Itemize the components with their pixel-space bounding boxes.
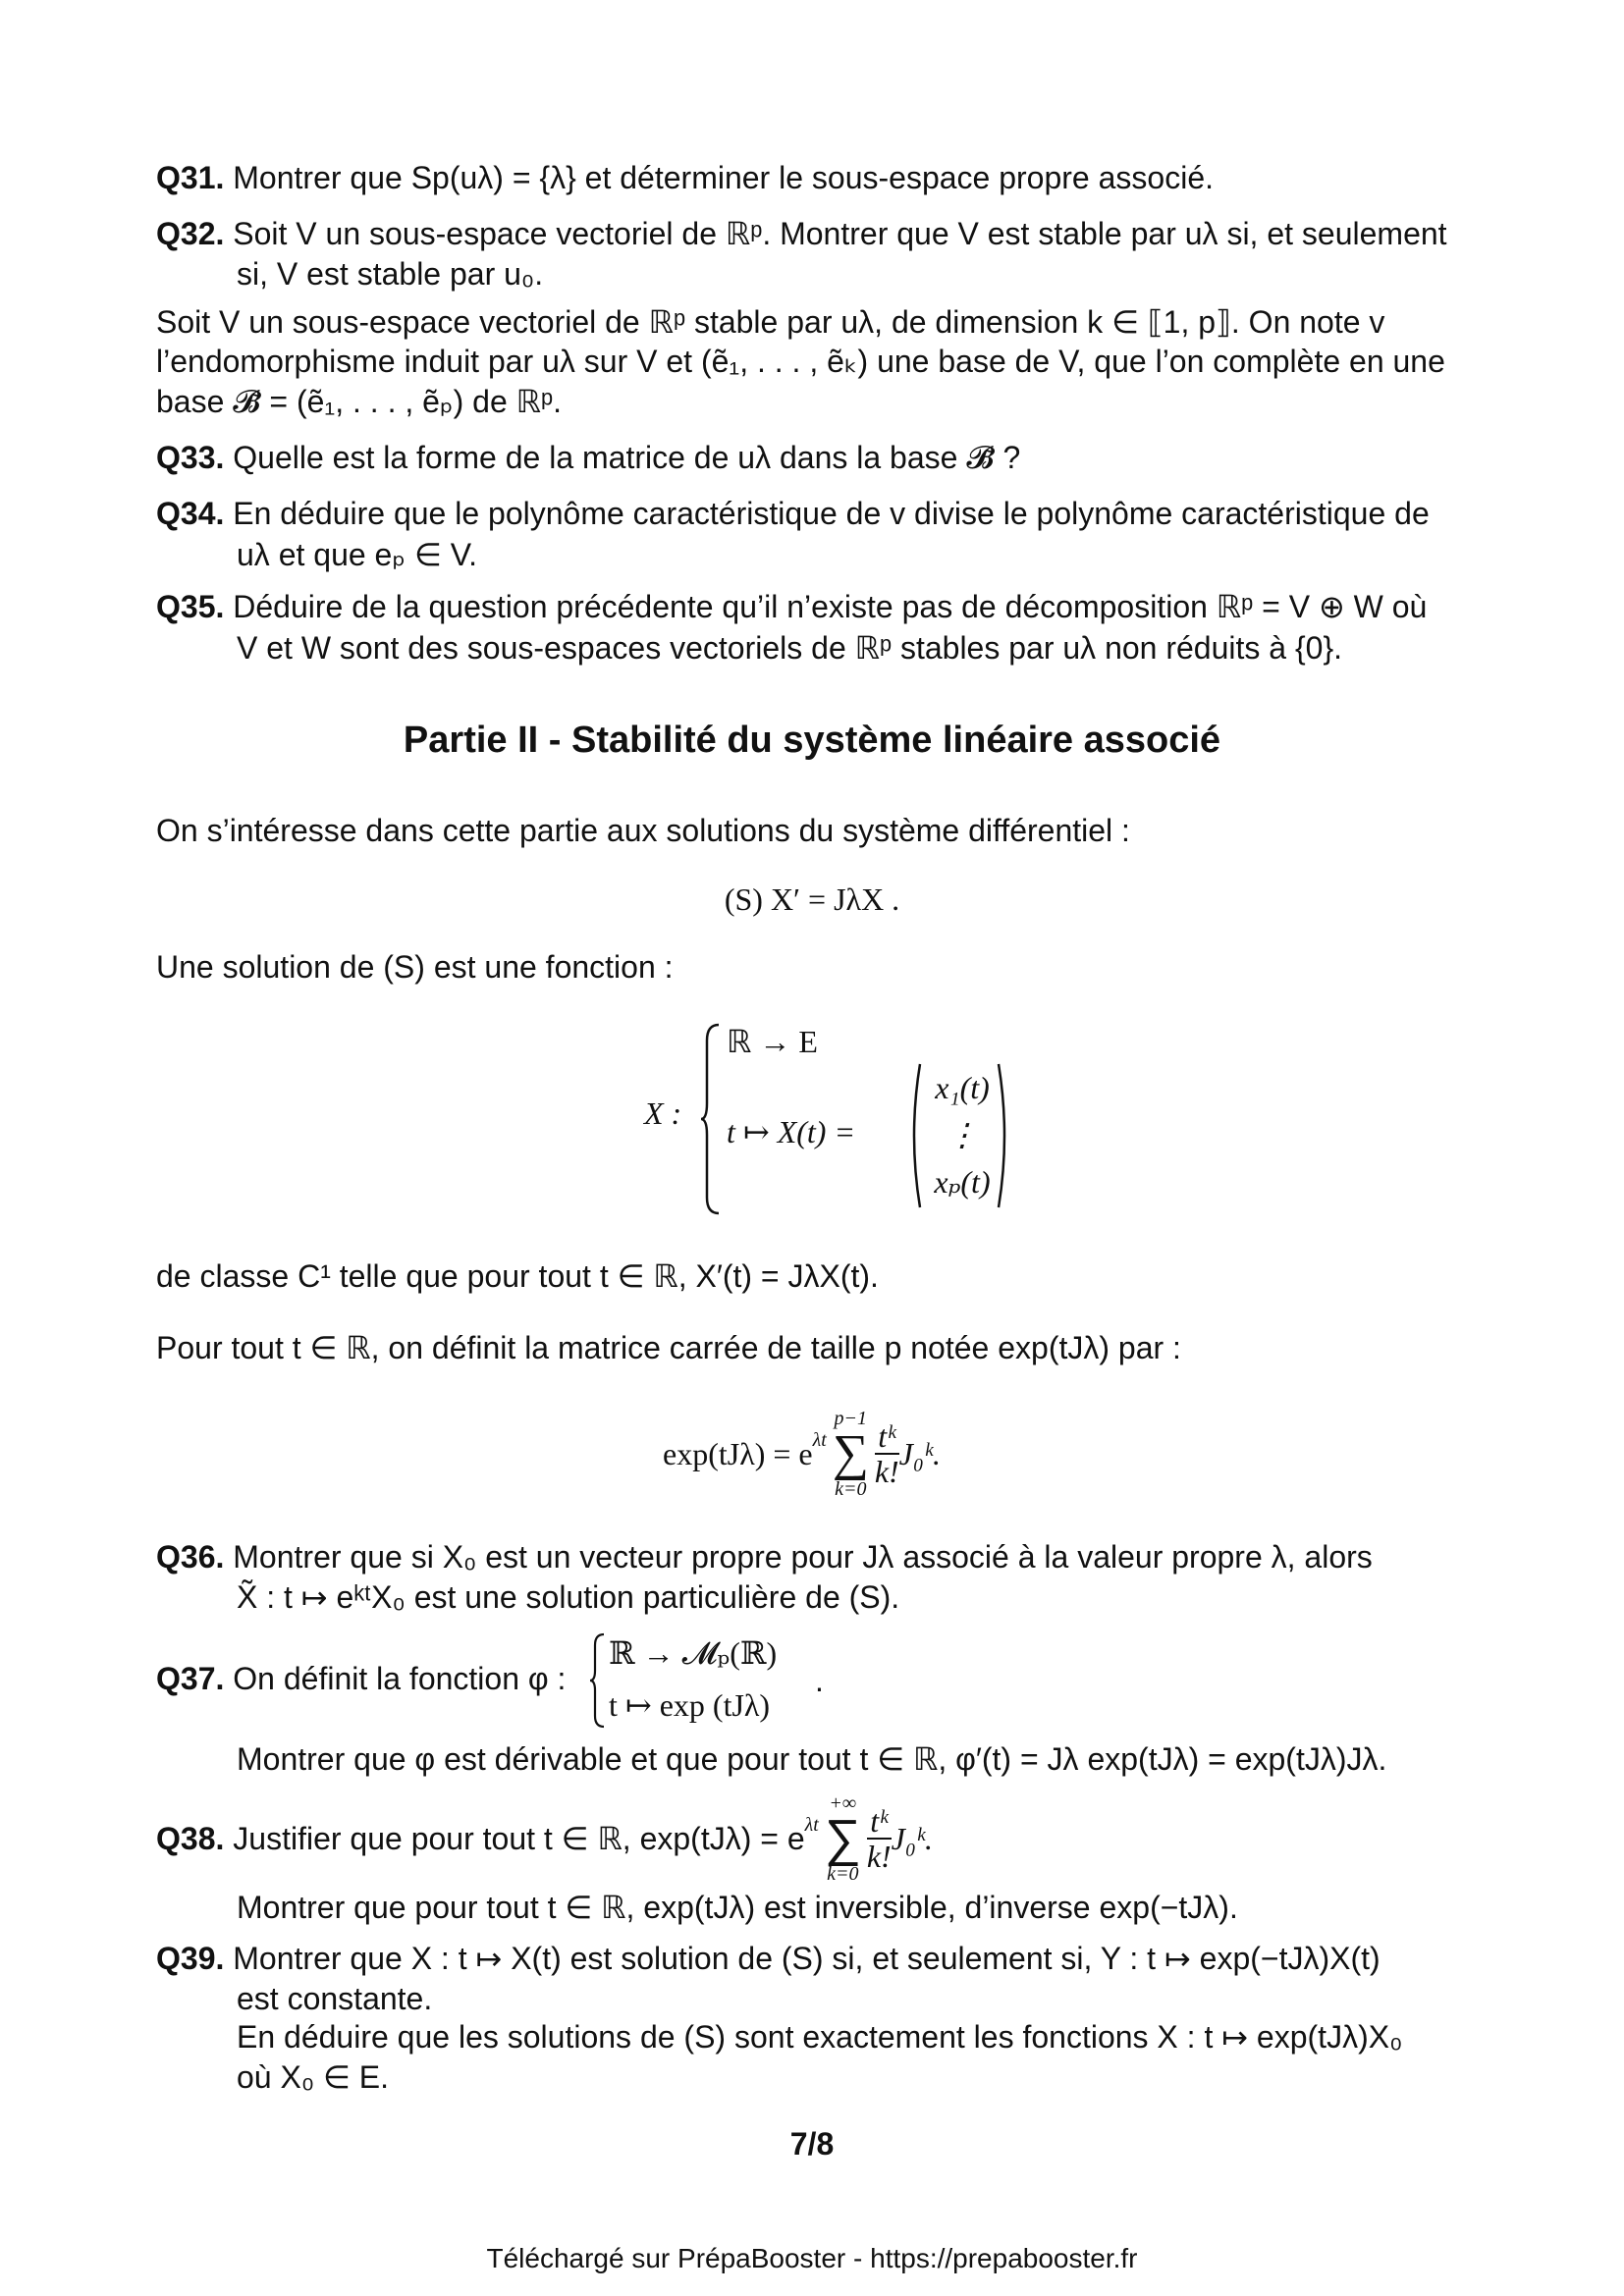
question-37-cont: Montrer que φ est dérivable et que pour tout t ∈ ℝ, φ′(t) = Jλ exp(tJλ) = exp(tJλ)Jλ. [237, 1741, 1387, 1777]
question-label: Q35. [156, 589, 225, 624]
vector-entry: x₁(t) [935, 1070, 990, 1105]
sum-operator [833, 1408, 869, 1500]
formula-tail: J₀ᵏ. [891, 1820, 933, 1856]
sum-lower: k=0 [827, 1863, 859, 1885]
question-35 [156, 587, 1427, 626]
paragraph-line: base 𝓑̃ = (ẽ₁, . . . , ẽₚ) de ℝᵖ. [156, 384, 562, 419]
sum-operator [825, 1792, 861, 1885]
page-number: 7/8 [789, 2126, 835, 2162]
question-36 [156, 1537, 1373, 1576]
right-paren-icon [997, 1062, 1012, 1209]
paragraph-line: On s’intéresse dans cette partie aux solutions du système différentiel : [156, 813, 1130, 848]
question-text: Montrer que Sp(uλ) = {λ} et déterminer le sous-espace propre associé. [233, 160, 1214, 195]
phi-mapping-rule: t ↦ exp (tJλ) [609, 1687, 771, 1723]
formula-lhs: exp(tJλ) = e [663, 1435, 813, 1471]
footer-text: Téléchargé sur PrépaBooster - https://prepabooster.fr [486, 2243, 1138, 2273]
question-37 [156, 1659, 566, 1698]
question-label: Q39. [156, 1941, 225, 1976]
question-31 [156, 158, 1214, 197]
question-36-cont: X̃ : t ↦ eᵏᵗX₀ est une solution particulière de (S). [237, 1579, 900, 1615]
paragraph-line: l’endomorphisme induit par uλ sur V et (ẽ₁, . . . , ẽₖ) une base de V, que l’on complète en une [156, 344, 1445, 379]
denominator: k! [866, 1839, 892, 1874]
paragraph-line: Une solution de (S) est une fonction : [156, 949, 674, 985]
paragraph-line: Soit V un sous-espace vectoriel de ℝᵖ stable par uλ, de dimension k ∈ ⟦1, p⟧. On note v [156, 304, 1385, 340]
fraction [867, 1804, 892, 1873]
sum-lower: k=0 [835, 1478, 867, 1500]
question-label: Q33. [156, 440, 225, 475]
fraction [875, 1419, 899, 1488]
question-34-cont: uλ et que eₚ ∈ V. [237, 537, 477, 572]
question-38-cont: Montrer que pour tout t ∈ ℝ, exp(tJλ) est inversible, d’inverse exp(−tJλ). [237, 1890, 1238, 1925]
question-39 [156, 1939, 1380, 1978]
question-label: Q32. [156, 216, 225, 251]
left-brace-icon [589, 1631, 607, 1730]
question-39-cont: où X₀ ∈ E. [237, 2059, 389, 2095]
question-label: Q31. [156, 160, 225, 195]
domain-codomain: ℝ → E [727, 1024, 818, 1059]
period: . [815, 1663, 824, 1698]
question-text: Soit V un sous-espace vectoriel de ℝᵖ. Montrer que V est stable par uλ si, et seulement [233, 216, 1447, 251]
phi-domain-codomain: ℝ → 𝓜ₚ(ℝ) [609, 1635, 778, 1671]
question-34 [156, 494, 1430, 533]
question-label: Q37. [156, 1661, 225, 1696]
question-38: Q38. Justifier que pour tout t ∈ ℝ, exp(tJλ) = e $^{\lambda t}$ +∞ ∑ k=0 $\frac{\text{tᵏ}}{k!}$ J₀ᵏ. [156, 1792, 933, 1885]
system-equation: (S) X′ = JλX . [724, 881, 900, 917]
vector-entry: ⋮ [947, 1117, 978, 1152]
exp-formula: exp(tJλ) = e $^{\lambda t}$ p−1 ∑ k=0 $\frac{\text{tᵏ}}{k!}$ J₀ᵏ. [663, 1408, 941, 1500]
question-text: En déduire que le polynôme caractéristique de v divise le polynôme caractéristique de [233, 496, 1430, 531]
formula-tail: J₀ᵏ. [898, 1435, 941, 1471]
question-35-cont: V et W sont des sous-espaces vectoriels de ℝᵖ stables par uλ non réduits à {0}. [237, 630, 1343, 666]
numerator: tᵏ [875, 1419, 899, 1455]
sigma-icon: ∑ [824, 1810, 861, 1867]
question-label: Q36. [156, 1539, 225, 1575]
numerator: tᵏ [867, 1804, 892, 1840]
left-brace-icon [699, 1021, 723, 1217]
question-39-cont: est constante. [237, 1981, 433, 2016]
question-33 [156, 438, 1020, 477]
vector-entry: xₚ(t) [934, 1164, 991, 1200]
sigma-icon: ∑ [832, 1425, 869, 1481]
question-32 [156, 214, 1447, 253]
paragraph-line: de classe C¹ telle que pour tout t ∈ ℝ, X′(t) = JλX(t). [156, 1258, 879, 1294]
section-title: Partie II - Stabilité du système linéaire associé [403, 720, 1221, 761]
question-text: Montrer que si X₀ est un vecteur propre pour Jλ associé à la valeur propre λ, alors [233, 1539, 1373, 1575]
question-32-cont: si, V est stable par u₀. [237, 256, 544, 292]
question-label: Q38. [156, 1820, 225, 1856]
question-text: Justifier que pour tout t ∈ ℝ, exp(tJλ) = e [233, 1821, 805, 1856]
question-label: Q34. [156, 496, 225, 531]
paragraph-line: Pour tout t ∈ ℝ, on définit la matrice carrée de taille p notée exp(tJλ) par : [156, 1330, 1181, 1365]
question-text: On définit la fonction φ : [233, 1661, 567, 1696]
function-definition-X [638, 1021, 1011, 1217]
left-paren-icon [906, 1062, 922, 1209]
question-text: Montrer que X : t ↦ X(t) est solution de (S) si, et seulement si, Y : t ↦ exp(−tJλ)X(t) [233, 1941, 1380, 1976]
mapping-rule: t ↦ X(t) = [727, 1114, 856, 1149]
column-vector [923, 1064, 1001, 1205]
function-name: X : [644, 1095, 682, 1131]
sum-upper: p−1 [834, 1408, 868, 1429]
question-39-cont: En déduire que les solutions de (S) sont exactement les fonctions X : t ↦ exp(tJλ)X₀ [237, 2019, 1403, 2055]
denominator: k! [874, 1454, 899, 1489]
question-text: Déduire de la question précédente qu’il n’existe pas de décomposition ℝᵖ = V ⊕ W où [233, 589, 1428, 624]
question-text: Quelle est la forme de la matrice de uλ dans la base 𝓑̃ ? [233, 440, 1021, 475]
sum-upper: +∞ [829, 1792, 857, 1814]
